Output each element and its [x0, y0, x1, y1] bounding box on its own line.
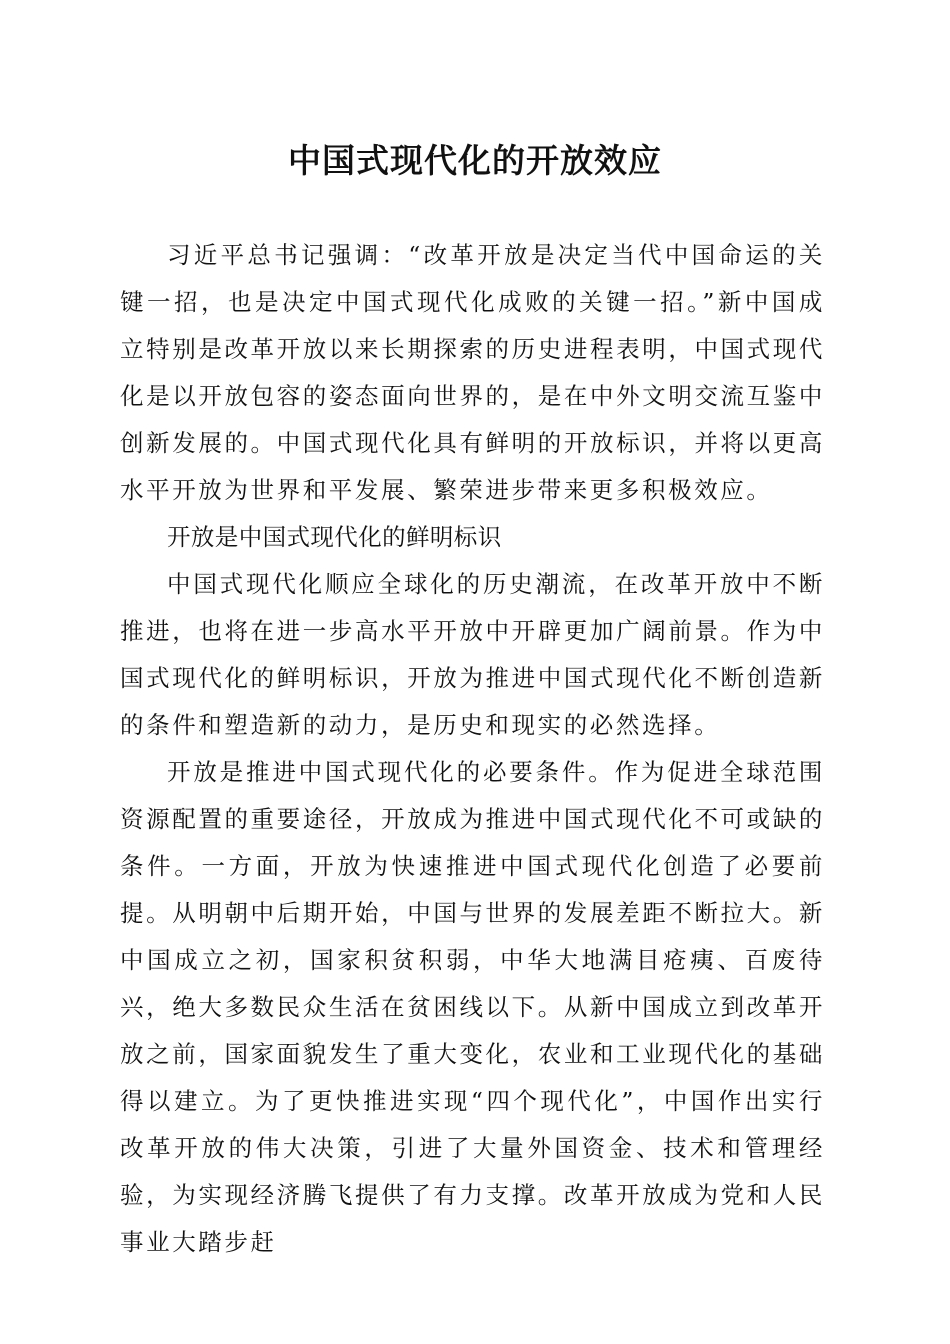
document-title: 中国式现代化的开放效应 — [288, 141, 662, 180]
paragraph-section-overview: 中国式现代化顺应全球化的历史潮流，在改革开放中不断推进，也将在进一步高水平开放中开辟更加广阔前景。作为中国式现代化的鲜明标识，开放为推进中国式现代化不断创造新的条件和塑造新的动力，是历史和现实的必然选择。 — [120, 570, 825, 739]
paragraph-intro: 习近平总书记强调：“改革开放是决定当代中国命运的关键一招，也是决定中国式现代化成败的关键一招。”新中国成立特别是改革开放以来长期探索的历史进程表明，中国式现代化是以开放包容的姿态面向世界的，是在中外文明交流互鉴中创新发展的。中国式现代化具有鲜明的开放标识，并将以更高水平开放为世界和平发展、繁荣进步带来更多积极效应。 — [120, 241, 825, 504]
paragraph-necessary-condition: 开放是推进中国式现代化的必要条件。作为促进全球范围资源配置的重要途径，开放成为推进中国式现代化不可或缺的条件。一方面，开放为快速推进中国式现代化创造了必要前提。从明朝中后期开始，中国与世界的发展差距不断拉大。新中国成立之初，国家积贫积弱，中华大地满目疮痍、百废待兴，绝大多数民众生活在贫困线以下。从新中国成立到改革开放之前，国家面貌发生了重大变化，农业和工业现代化的基础得以建立。为了更快推进实现“四个现代化”，中国作出实行改革开放的伟大决策，引进了大量外国资金、技术和管理经验，为实现经济腾飞提供了有力支撑。改革开放成为党和人民事业大踏步赶 — [120, 758, 825, 1256]
section-heading: 开放是中国式现代化的鲜明标识 — [167, 523, 502, 551]
document-body — [120, 232, 825, 1266]
